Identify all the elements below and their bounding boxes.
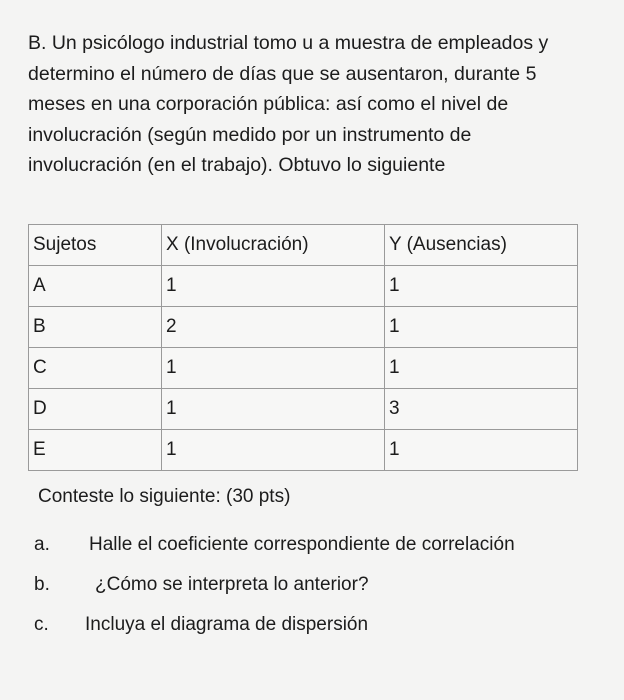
cell-y: 1 (385, 430, 578, 471)
cell-x: 1 (162, 430, 385, 471)
question-text: Halle el coeficiente correspondiente de correlación (89, 534, 515, 555)
cell-y: 1 (385, 348, 578, 389)
cell-x: 1 (162, 266, 385, 307)
instructions: Conteste lo siguiente: (30 pts) (38, 486, 291, 507)
statement-line: determino el número de días que se ausentaron, durante 5 (28, 62, 537, 85)
cell-x: 1 (162, 389, 385, 430)
header-x: X (Involucración) (162, 225, 385, 266)
statement-line: meses en una corporación pública: así como el nivel de (28, 93, 509, 115)
question-letter: b. (34, 574, 50, 595)
cell-x: 2 (162, 307, 385, 348)
cell-subject: E (29, 430, 162, 471)
problem-statement (28, 28, 608, 181)
statement-line: B. Un psicólogo industrial tomo u a muestra de empleados y (28, 32, 549, 54)
table-row (29, 266, 578, 307)
cell-subject: B (29, 307, 162, 348)
table-row (29, 430, 578, 471)
header-sujetos: Sujetos (29, 225, 162, 266)
table-row (29, 348, 578, 389)
cell-subject: D (29, 389, 162, 430)
statement-line: involucración (en el trabajo). Obtuvo lo siguiente (28, 154, 446, 176)
header-y: Y (Ausencias) (385, 225, 578, 266)
table-row (29, 389, 578, 430)
cell-y: 1 (385, 266, 578, 307)
cell-x: 1 (162, 348, 385, 389)
question-text: ¿Cómo se interpreta lo anterior? (95, 574, 369, 595)
cell-y: 1 (385, 307, 578, 348)
question-letter: a. (34, 534, 50, 555)
cell-subject: A (29, 266, 162, 307)
question-text: Incluya el diagrama de dispersión (85, 614, 369, 635)
statement-line: involucración (según medido por un instrumento de (28, 123, 472, 146)
cell-y: 3 (385, 389, 578, 430)
question-letter: c. (34, 614, 49, 635)
table-row (29, 307, 578, 348)
cell-subject: C (29, 348, 162, 389)
table-header-row (29, 225, 578, 266)
data-table (28, 224, 578, 471)
